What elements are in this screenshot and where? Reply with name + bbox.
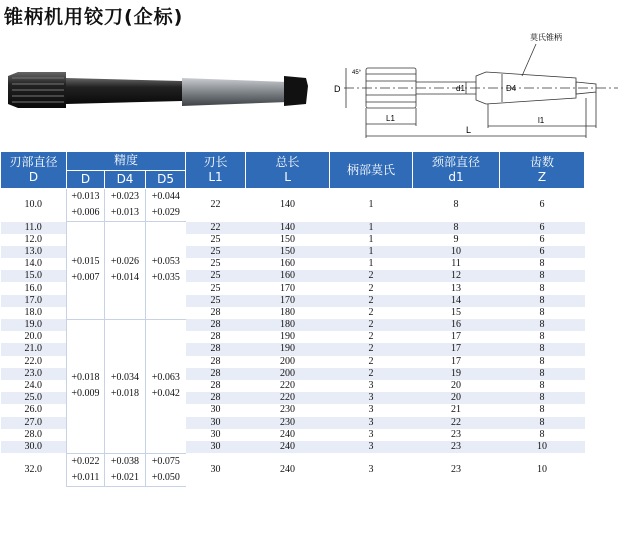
dim-D4-label: D4 [506,84,517,93]
table-cell: 220 [280,380,296,392]
tolerance-d5 [146,189,186,222]
dim-l1-label: l1 [538,116,545,125]
table-cell: 25 [210,282,221,294]
table-cell: 1 [330,222,413,234]
table-cell: 3 [368,404,374,416]
technical-drawing [326,26,624,146]
table-cell: 23.0 [1,368,67,380]
table-cell: 220 [246,392,330,404]
table-cell: 17 [451,355,462,367]
table-cell: 22 [413,417,500,429]
table-cell: 11.0 [1,222,67,234]
table-cell: 23 [413,441,500,453]
table-cell: 160 [280,258,296,270]
table-cell: 8 [500,295,585,307]
table-cell: 22 [186,222,246,234]
table-cell: 17 [451,331,462,343]
table-cell: 30 [210,463,221,475]
tolerance-value: +0.015 [71,256,100,268]
table-cell: 21 [451,404,462,416]
table-cell: 23 [451,463,462,475]
table-cell: 10 [537,463,548,475]
table-cell: 32.0 [24,463,42,475]
tolerance-value: +0.026 [110,256,140,268]
table-cell: 8 [500,343,585,355]
tolerance-value: +0.034 [110,372,140,384]
shank-label: 莫氏锥柄 [530,33,562,42]
table-cell: 28 [186,392,246,404]
table-cell: 170 [280,282,296,294]
table-cell: 10 [500,441,585,453]
table-cell: 30 [210,428,221,440]
table-cell: 8 [539,355,545,367]
table-cell: 2 [330,270,413,282]
table-cell: 1 [368,258,374,270]
table-row [1,319,585,331]
tolerance-value: +0.014 [110,272,140,284]
table-cell: 25 [210,233,221,245]
tolerance-value: +0.011 [71,471,100,483]
table-cell: 8 [539,428,545,440]
table-cell: 16.0 [24,282,42,294]
tolerance-value: +0.044 [151,191,180,202]
table-cell: 190 [246,343,330,355]
table-cell: 28 [210,380,221,392]
dim-L-label: L [466,125,472,135]
table-cell: 28 [210,355,221,367]
table-cell: 6 [500,246,585,258]
table-cell: 23 [451,428,462,440]
tolerance-d5 [146,222,186,320]
table-cell: 18.0 [24,306,42,318]
tolerance-value: +0.006 [71,207,100,218]
header-flute-length: 刃长 L1 [186,152,246,189]
table-cell: 3 [368,463,374,475]
table-cell: 10 [413,246,500,258]
table-cell: 28 [210,306,221,318]
table-cell: 180 [280,306,296,318]
tolerance-value: +0.009 [71,388,100,400]
dim-d1-label: d1 [456,84,465,93]
table-cell: 20 [451,380,462,392]
table-cell: 19 [413,368,500,380]
tolerance-value: +0.018 [71,372,100,384]
table-cell: 150 [246,246,330,258]
dim-angle-label: 45° [352,70,362,76]
table-cell: 1 [330,246,413,258]
header-precision: 精度 [67,152,186,171]
table-cell: 2 [368,306,374,318]
table-row [1,453,585,486]
table-cell: 8 [539,331,545,343]
table-cell: 9 [453,233,459,245]
table-row [1,189,585,222]
spec-table-body [1,189,585,487]
table-cell: 28 [186,319,246,331]
tolerance-d [67,453,105,486]
tolerance-value: +0.075 [151,455,180,467]
table-cell: 16 [413,319,500,331]
table-cell: 30.0 [1,441,67,453]
table-cell: 190 [280,331,296,343]
table-cell: 24.0 [24,380,42,392]
table-cell: 8 [500,417,585,429]
table-cell: 8 [500,319,585,331]
table-cell: 140 [280,199,296,211]
table-cell: 8 [539,404,545,416]
table-cell: 17.0 [1,295,67,307]
table-cell: 3 [330,417,413,429]
dim-D-label: D [334,84,341,94]
table-cell: 30 [186,417,246,429]
header-neck-diameter: 颈部直径 d1 [413,152,500,189]
table-cell: 26.0 [24,404,42,416]
tolerance-value: +0.013 [110,207,140,218]
table-cell: 28 [186,368,246,380]
tolerance-value: +0.063 [151,372,180,384]
table-cell: 1 [368,233,374,245]
table-cell: 25 [186,270,246,282]
tolerance-d4 [105,222,146,320]
table-cell: 8 [500,270,585,282]
table-cell: 13.0 [1,246,67,258]
table-cell: 25 [210,258,221,270]
table-cell: 15 [451,306,462,318]
table-cell: 3 [368,428,374,440]
table-cell: 240 [280,428,296,440]
tolerance-d5 [146,453,186,486]
tolerance-value: +0.029 [151,207,180,218]
table-cell: 170 [246,295,330,307]
table-cell: 6 [539,199,545,211]
table-cell: 25 [186,295,246,307]
table-cell: 2 [330,295,413,307]
tolerance-value: +0.022 [71,455,100,467]
table-cell: 10.0 [24,199,42,211]
tolerance-d4 [105,189,146,222]
tolerance-value: +0.007 [71,272,100,284]
table-cell: 8 [453,199,459,211]
table-cell: 28.0 [24,428,42,440]
table-cell: 240 [280,463,296,475]
table-cell: 160 [246,270,330,282]
table-cell: 8 [413,222,500,234]
table-cell: 140 [246,222,330,234]
table-cell: 30 [210,404,221,416]
table-cell: 2 [330,368,413,380]
table-cell: 25.0 [1,392,67,404]
table-cell: 6 [539,233,545,245]
table-cell: 20 [413,392,500,404]
table-cell: 200 [246,368,330,380]
table-cell: 1 [368,199,374,211]
table-cell: 2 [368,282,374,294]
table-cell: 8 [539,306,545,318]
tolerance-d [67,189,105,222]
table-cell: 30 [186,441,246,453]
table-cell: 17 [413,343,500,355]
table-cell: 22 [210,199,221,211]
header-morse: 柄部莫氏 [330,152,413,189]
tolerance-value: +0.021 [110,471,140,483]
tolerance-value: +0.023 [110,191,140,202]
header-prec-D5: D5 [146,170,186,189]
table-cell: 12.0 [24,233,42,245]
page-title: 锥柄机用铰刀(企标) [4,6,184,28]
table-cell: 21.0 [1,343,67,355]
spec-table [0,151,585,487]
table-cell: 3 [330,392,413,404]
table-cell: 180 [246,319,330,331]
table-cell: 8 [539,282,545,294]
table-cell: 8 [539,380,545,392]
table-cell: 27.0 [1,417,67,429]
table-cell: 22.0 [24,355,42,367]
table-cell: 25 [186,246,246,258]
table-cell: 6 [500,222,585,234]
table-cell: 19.0 [1,319,67,331]
table-cell: 8 [539,258,545,270]
tolerance-value: +0.013 [71,191,100,202]
table-cell: 15.0 [1,270,67,282]
table-cell: 2 [368,331,374,343]
tolerance-value: +0.042 [151,388,180,400]
tolerance-d4 [105,453,146,486]
tolerance-d5 [146,319,186,453]
tolerance-value: +0.018 [110,388,140,400]
table-cell: 2 [330,319,413,331]
table-cell: 240 [246,441,330,453]
table-cell: 28 [186,343,246,355]
reamer-photo [4,62,322,114]
table-cell: 20.0 [24,331,42,343]
table-cell: 150 [280,233,296,245]
table-row [1,222,585,234]
dim-L1-label: L1 [386,114,395,123]
tolerance-d [67,222,105,320]
tolerance-d [67,319,105,453]
tolerance-value: +0.038 [110,455,140,467]
table-cell: 2 [330,343,413,355]
table-cell: 11 [451,258,461,270]
header-diameter: 刃部直径 D [1,152,67,189]
header-prec-D4: D4 [105,170,146,189]
tolerance-value: +0.053 [151,256,180,268]
table-cell: 8 [500,392,585,404]
table-cell: 230 [246,417,330,429]
table-cell: 14.0 [24,258,42,270]
table-cell: 3 [368,380,374,392]
table-cell: 200 [280,355,296,367]
table-cell: 13 [451,282,462,294]
table-cell: 8 [500,368,585,380]
table-cell: 28 [210,331,221,343]
header-prec-D: D [67,170,105,189]
header-total-length: 总长 L [246,152,330,189]
tolerance-value: +0.050 [151,471,180,483]
table-cell: 2 [368,355,374,367]
header-teeth: 齿数 Z [500,152,585,189]
table-cell: 3 [330,441,413,453]
table-cell: 12 [413,270,500,282]
tolerance-value: +0.035 [151,272,180,284]
table-cell: 14 [413,295,500,307]
tolerance-d4 [105,319,146,453]
table-cell: 230 [280,404,296,416]
